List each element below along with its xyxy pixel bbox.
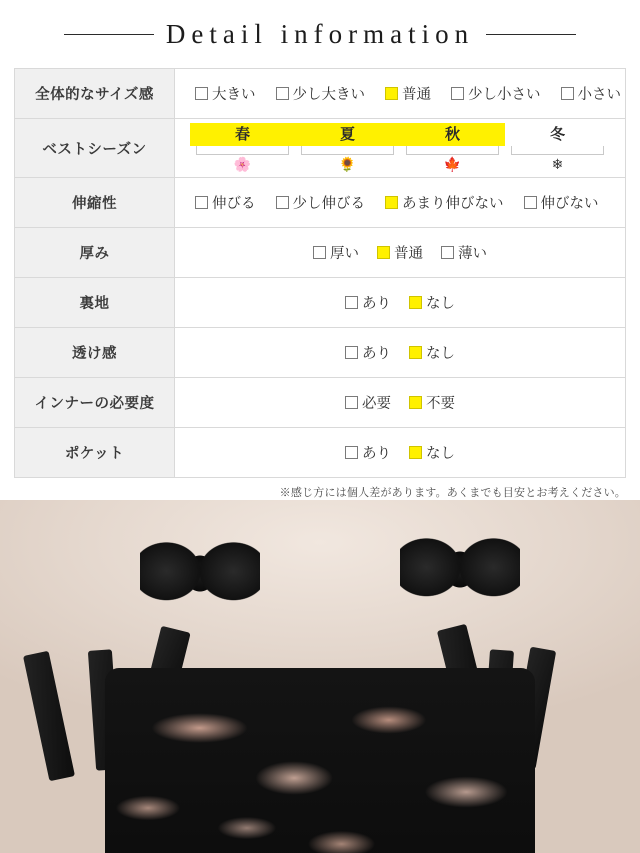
checkbox-icon [313,246,326,259]
option-item [345,342,391,363]
checkbox-icon [345,396,358,409]
option-label: 普通 [394,246,423,262]
checkbox-checked-icon [409,396,422,409]
option-group [183,83,621,104]
option-label: 薄い [458,246,487,262]
checkbox-checked-icon [377,246,390,259]
option-label: あり [362,446,391,462]
option-label: なし [426,346,455,362]
checkbox-icon [451,87,464,100]
table-row [15,119,626,178]
option-group [183,192,617,213]
checkbox-icon [276,196,289,209]
row-value [175,119,626,178]
season-icon: 🌻 [338,156,357,172]
season-bracket [406,146,499,155]
season-item [190,123,295,173]
option-label: 少し小さい [468,87,541,103]
row-label: 透け感 [15,328,175,378]
option-item [345,292,391,313]
option-group [183,392,617,413]
checkbox-icon [345,446,358,459]
option-label: 伸びる [212,196,256,212]
option-item [409,442,455,463]
option-item [524,192,599,213]
option-label: 厚い [330,246,359,262]
checkbox-icon [195,87,208,100]
row-label: 厚み [15,228,175,278]
option-item [385,83,431,104]
option-label: あまり伸びない [402,196,504,212]
season-item [295,123,400,173]
row-value [175,428,626,478]
disclaimer-note: ※感じ方には個人差があります。あくまでも目安とお考えください。 [279,487,626,499]
row-value [175,228,626,278]
option-label: 必要 [362,396,391,412]
title-text: Detail information [165,18,475,49]
product-photo [0,500,640,853]
option-label: なし [426,296,455,312]
option-label: 不要 [426,396,455,412]
option-item [441,242,487,263]
season-group [185,123,615,173]
row-label: インナーの必要度 [15,378,175,428]
season-icon: ❄ [551,156,564,172]
option-label: あり [362,296,391,312]
checkbox-icon [441,246,454,259]
checkbox-icon [195,196,208,209]
ribbon-bow-right [400,534,520,608]
row-value [175,378,626,428]
option-item [345,392,391,413]
option-group [183,292,617,313]
table-row [15,178,626,228]
option-label: 少し伸びる [292,196,365,212]
checkbox-icon [561,87,574,100]
checkbox-checked-icon [385,196,398,209]
option-group [183,242,617,263]
option-label: 少し大きい [292,87,365,103]
option-item [409,292,455,313]
option-item [385,192,504,213]
row-label: ポケット [15,428,175,478]
title-rule-left [64,34,154,35]
floral-dress-body [105,668,535,853]
row-label: 裏地 [15,278,175,328]
season-label: 春 [190,123,295,146]
option-item [409,342,455,363]
option-item [313,242,359,263]
checkbox-icon [524,196,537,209]
season-item [505,123,610,173]
option-item [195,83,256,104]
season-item [400,123,505,173]
option-label: あり [362,346,391,362]
season-bracket [196,146,289,155]
option-item [276,83,366,104]
option-item [409,392,455,413]
season-label: 冬 [549,126,565,143]
season-icon: 🌸 [233,156,252,172]
table-row [15,278,626,328]
ribbon-bow-left [140,538,260,612]
page-title [0,0,640,68]
table-row [15,428,626,478]
row-label: 全体的なサイズ感 [15,69,175,119]
season-bracket [511,146,604,155]
table-row [15,378,626,428]
option-label: 普通 [402,87,431,103]
option-label: なし [426,446,455,462]
checkbox-checked-icon [409,346,422,359]
option-item [377,242,423,263]
option-item [561,83,622,104]
checkbox-icon [345,296,358,309]
checkbox-checked-icon [409,296,422,309]
table-row [15,69,626,119]
row-value [175,178,626,228]
row-label: 伸縮性 [15,178,175,228]
option-item [276,192,366,213]
option-label: 伸びない [540,196,599,212]
option-label: 大きい [212,87,256,103]
option-item [195,192,256,213]
checkbox-checked-icon [409,446,422,459]
row-label: ベストシーズン [15,119,175,178]
row-value [175,278,626,328]
row-value [175,328,626,378]
table-row [15,328,626,378]
option-item [451,83,541,104]
checkbox-icon [345,346,358,359]
row-value [175,69,626,119]
season-label: 夏 [295,123,400,146]
checkbox-checked-icon [385,87,398,100]
checkbox-icon [276,87,289,100]
option-group [183,442,617,463]
title-rule-right [486,34,576,35]
season-icon: 🍁 [443,156,462,172]
table-row [15,228,626,278]
option-item [345,442,391,463]
option-label: 小さい [577,87,621,103]
season-bracket [301,146,394,155]
option-group [183,342,617,363]
detail-spec-table [14,68,626,478]
season-label: 秋 [400,123,505,146]
